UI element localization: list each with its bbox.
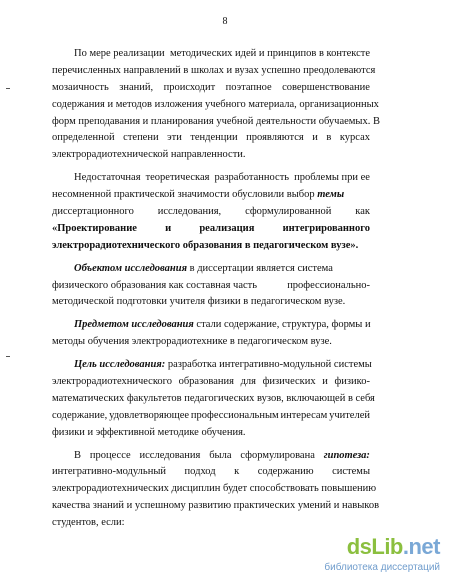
text-line (52, 448, 370, 465)
text-run: происходит (163, 81, 216, 93)
watermark-logo: dsLib.net (346, 534, 440, 559)
text-run: несомненной практической значимости обусловили (52, 189, 285, 201)
text-run: разработка интегративно-модульной системы (167, 359, 372, 371)
text-line (52, 130, 370, 147)
text-run: интересам (280, 409, 328, 421)
text-line (52, 374, 370, 391)
text-line (52, 261, 370, 278)
text-run: В (74, 449, 82, 461)
text-run: проблемы при ее (294, 172, 370, 184)
watermark-subtitle: библиотека диссертаций (324, 562, 440, 573)
text-run: диссертационного (52, 206, 134, 218)
text-line (52, 238, 370, 255)
text-run: выбор (286, 189, 315, 201)
text-line (52, 498, 380, 515)
text-run: математических факультетов педагогических вузов, включающей в себя (52, 392, 375, 404)
text-run: физико- (334, 376, 370, 388)
text-run: тенденции (190, 132, 238, 144)
text-run: электрорадиотехнического (52, 376, 172, 388)
text-run: интегрированного (282, 222, 370, 234)
text-run: проявляются (246, 132, 304, 144)
text-line (52, 334, 370, 351)
dslib-watermark (324, 534, 440, 574)
text-run: знаний, (119, 81, 154, 93)
text-run: гипотеза: (323, 449, 370, 461)
text-run: физического образования как составная часть (52, 279, 258, 291)
text-run: эти (167, 132, 182, 144)
text-run: По мере реализации (74, 48, 165, 59)
paragraph (52, 170, 370, 254)
text-run: процессе (89, 449, 131, 461)
text-run: темы (317, 189, 345, 201)
text-line (52, 147, 370, 164)
text-run: в (326, 132, 332, 144)
text-run: сформулированной (245, 206, 332, 218)
page-number: 8 (222, 16, 228, 27)
text-run: теоретическая (145, 172, 210, 184)
text-run: совершенствование (282, 81, 370, 93)
text-run: электрорадиотехнической направленности. (52, 149, 246, 161)
text-run: качества знаний и успешному развитию практических умений и навыков (52, 500, 380, 512)
text-run: реализация (199, 222, 255, 234)
text-run: профессионально- (287, 279, 370, 291)
text-run: системы (332, 466, 370, 478)
text-run: для (240, 376, 256, 388)
text-run: курсах (339, 132, 370, 144)
text-run: интегративно-модульный (52, 466, 167, 478)
paragraph (52, 46, 380, 164)
paragraph (52, 317, 370, 351)
text-run: поэтапное (225, 81, 272, 93)
paragraph (52, 448, 380, 532)
text-line (52, 170, 370, 187)
text-run: и (312, 132, 318, 144)
text-line (52, 204, 370, 221)
text-run: определенной (52, 132, 115, 144)
text-run: студентов, если: (52, 517, 125, 529)
margin-mark (6, 88, 10, 89)
text-run: электрорадиотехнических дисциплин будет способствовать повышению (52, 483, 377, 495)
text-line (52, 221, 370, 238)
text-line (52, 357, 370, 374)
text-run: содержания и методов изложения учебного материала, организационных (52, 98, 379, 110)
text-line (52, 408, 370, 425)
text-run: Недостаточная (74, 172, 141, 184)
text-line (52, 80, 370, 97)
text-line (52, 425, 370, 442)
text-line (52, 46, 370, 63)
body-text (52, 46, 380, 532)
text-run: как (355, 206, 370, 218)
text-run: методических идей и принципов в контексте (169, 48, 370, 59)
text-line (52, 187, 370, 204)
text-run: исследования, (157, 206, 222, 218)
text-line (52, 391, 375, 408)
text-run: Цель исследования: (74, 359, 166, 371)
text-run: физических (262, 376, 316, 388)
text-run: электрорадиотехнического образования в педагогическом вузе». (52, 239, 359, 251)
text-run: в диссертации является система (189, 262, 333, 274)
text-run: к (234, 466, 240, 478)
paragraph (52, 261, 370, 312)
text-run: Объектом исследования (74, 262, 187, 274)
text-run: и (165, 222, 172, 234)
text-run: форм преподавания и планирования учебной деятельности обучаемых. В (52, 115, 380, 127)
text-run: мозаичность (52, 81, 109, 93)
text-run: исследования (139, 449, 201, 461)
text-run: перечисленных направлений в школах и вузах успешно преодолеваются (52, 64, 376, 76)
text-run: содержание, (52, 409, 108, 421)
text-run: и (322, 376, 328, 388)
text-run: образования (178, 376, 234, 388)
text-run: подход (184, 466, 216, 478)
text-run: методы обучения электрорадиотехнике в педагогическом вузе. (52, 336, 332, 348)
text-line (52, 464, 370, 481)
text-run: методической подготовки учителя физики в педагогическом вузе. (52, 296, 346, 308)
text-run: сформулирована (240, 449, 315, 461)
text-run: профессиональным (190, 409, 279, 421)
text-line (52, 63, 376, 80)
text-line (52, 278, 370, 295)
text-run: разработанность (214, 172, 290, 184)
margin-mark (6, 356, 10, 357)
paragraph (52, 357, 375, 441)
text-run: удовлетворяющее (109, 409, 190, 421)
text-run: была (209, 449, 232, 461)
text-run: физики и эффективной методике обучения. (52, 426, 246, 438)
text-line (52, 481, 377, 498)
text-line (52, 515, 370, 532)
text-line (52, 114, 380, 131)
text-run: степени (123, 132, 159, 144)
text-run: учителей (329, 409, 370, 421)
text-line (52, 294, 370, 311)
text-line (52, 97, 379, 114)
text-run: стали содержание, структура, формы и (196, 319, 371, 331)
text-run: «Проектирование (52, 222, 137, 234)
text-run: Предметом исследования (74, 319, 194, 331)
text-line (52, 317, 370, 334)
text-run: содержанию (257, 466, 314, 478)
